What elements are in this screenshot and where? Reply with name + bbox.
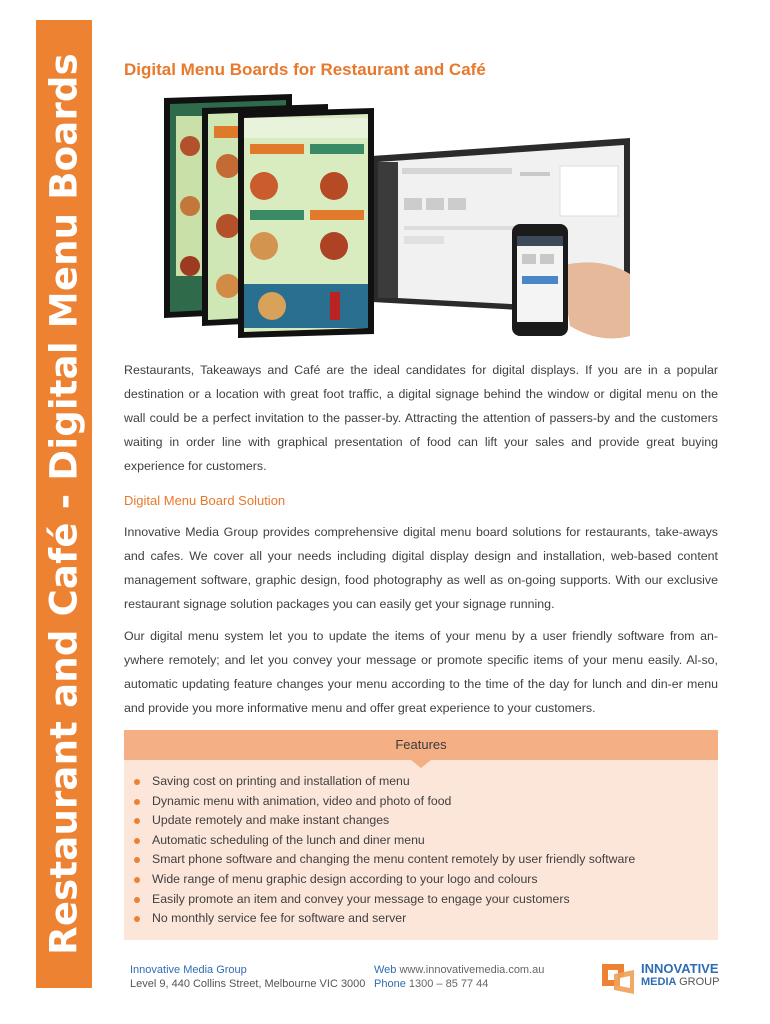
footer-phone bbox=[374, 978, 488, 990]
bullet-icon bbox=[134, 838, 140, 844]
hero-illustration bbox=[160, 86, 648, 346]
logo-media: MEDIA bbox=[641, 976, 677, 988]
feature-item bbox=[134, 831, 635, 851]
bullet-icon bbox=[134, 877, 140, 883]
footer-address: Level 9, 440 Collins Street, Melbourne VIC 3000 bbox=[130, 978, 366, 990]
web-link[interactable]: www.innovativemedia.com.au bbox=[399, 964, 545, 976]
menu-board-front bbox=[238, 108, 374, 338]
logo-group: GROUP bbox=[679, 976, 720, 988]
intro-paragraph: Restaurants, Takeaways and Café are the ideal candidates for digital displays. If you are in a popular destination or a location with great foot traffic, a digital signage behind the window or digital menu on the wall could be a perfect invitation to the passer-by. Attracting the attention of passers-by and the customers waiting in order line with graphical presentation of food can lift your sales and provide great buying experience for customers. bbox=[124, 363, 718, 473]
feature-text: Wide range of menu graphic design according to your logo and colours bbox=[152, 871, 538, 886]
bullet-icon bbox=[134, 897, 140, 903]
phone-number: 1300 – 85 77 44 bbox=[408, 978, 489, 990]
footer-company: Innovative Media Group bbox=[130, 964, 247, 976]
logo-text-top: INNOVATIVE bbox=[641, 961, 719, 976]
section-heading: Digital Menu Board Solution bbox=[124, 493, 286, 508]
features-notch bbox=[411, 760, 431, 768]
feature-item bbox=[134, 909, 635, 929]
footer-web bbox=[374, 964, 544, 976]
bullet-icon bbox=[134, 916, 140, 922]
web-label: Web bbox=[374, 964, 397, 976]
feature-item bbox=[134, 811, 635, 831]
feature-item bbox=[134, 870, 635, 890]
solution-paragraph: Innovative Media Group provides comprehensive digital menu board solutions for restaurants, take-aways and cafes. We cover all your needs including digital display design and installation, web-based content management software, graphic design, food photography as well as on-going supports. With our exclusive restaurant signage solution packages you can easily get your signage running. bbox=[124, 525, 718, 611]
bullet-icon bbox=[134, 779, 140, 785]
bullet-icon bbox=[134, 818, 140, 824]
feature-text: Easily promote an item and convey your message to engage your customers bbox=[152, 891, 570, 906]
menu-system-paragraph: Our digital menu system let you to update the items of your menu by a user friendly software from an-ywhere remotely; and let you convey your message or promote specific items of your menu easily. Al-so, automatic updating feature changes your menu according to the time of the day for lunch and din-er menu and provide you more informative menu and offer great experience to your customers. bbox=[124, 629, 718, 715]
phone-label: Phone bbox=[374, 978, 406, 990]
feature-text: Saving cost on printing and installation of menu bbox=[152, 774, 410, 788]
feature-text: Automatic scheduling of the lunch and diner menu bbox=[152, 832, 425, 847]
feature-list bbox=[134, 772, 635, 929]
bullet-icon bbox=[134, 799, 140, 805]
features-box bbox=[124, 730, 718, 940]
feature-item bbox=[134, 890, 635, 910]
feature-item bbox=[134, 850, 635, 870]
features-title: Features bbox=[395, 737, 447, 752]
feature-text: Update remotely and make instant changes bbox=[152, 813, 390, 828]
feature-text: Smart phone software and changing the menu content remotely by user friendly software bbox=[152, 852, 636, 867]
feature-item bbox=[134, 792, 635, 812]
vertical-title: Restaurant and Café - Digital Menu Boards bbox=[42, 53, 86, 955]
logo-text-bottom bbox=[641, 976, 719, 988]
company-logo-icon bbox=[600, 960, 636, 996]
page-title: Digital Menu Boards for Restaurant and Café bbox=[124, 60, 486, 79]
feature-text: Dynamic menu with animation, video and photo of food bbox=[152, 793, 452, 808]
feature-item bbox=[134, 772, 635, 792]
feature-text: No monthly service fee for software and server bbox=[152, 911, 407, 926]
bullet-icon bbox=[134, 857, 140, 863]
